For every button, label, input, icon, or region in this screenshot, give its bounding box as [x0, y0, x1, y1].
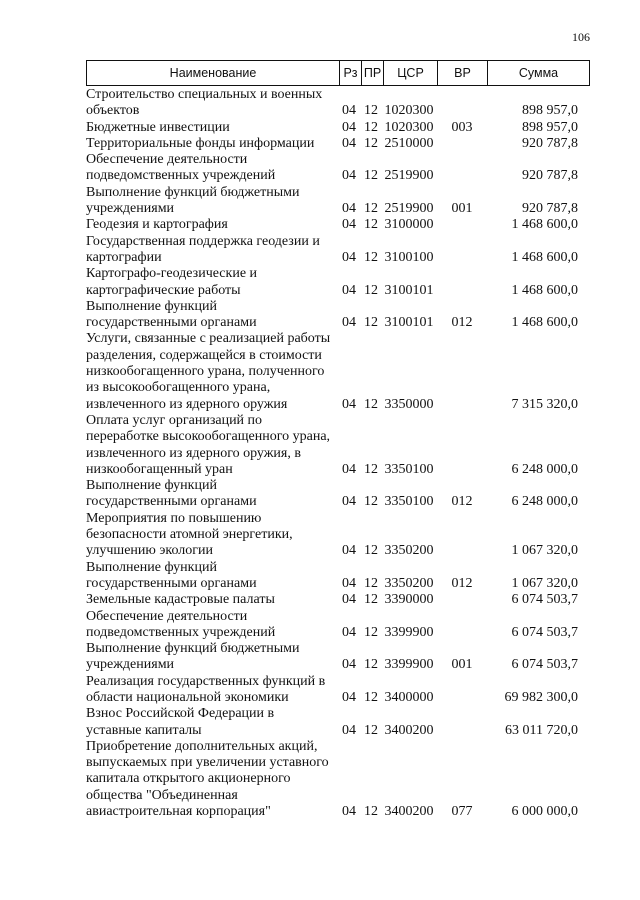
row-sum: 1 468 600,0 [511, 282, 578, 298]
row-pr: 12 [364, 592, 378, 608]
row-name: Оплата услуг организаций по переработке высокообогащенного урана, извлеченного из ядерного оружия, в низкообогащенный уран [86, 412, 331, 477]
row-vr: 012 [451, 575, 473, 591]
row-sum: 1 468 600,0 [511, 249, 578, 265]
row-vr: 001 [451, 201, 473, 217]
table-body [86, 87, 590, 820]
row-pr: 12 [364, 315, 378, 331]
table-row [86, 739, 590, 820]
row-pr: 12 [364, 396, 378, 412]
row-pr: 12 [364, 494, 378, 510]
row-sum: 69 982 300,0 [504, 689, 578, 705]
row-name: Услуги, связанные с реализацией работы разделения, содержащейся в стоимости низкообогащенного урана, полученного из высокообогащенного урана, извлеченного из ядерного оружия [86, 331, 331, 412]
row-rz: 04 [342, 201, 356, 217]
row-pr: 12 [364, 624, 378, 640]
table-row [86, 266, 590, 299]
row-pr: 12 [364, 119, 378, 135]
row-name: Бюджетные инвестиции [86, 119, 230, 135]
row-csr: 2519900 [384, 168, 434, 184]
row-rz: 04 [342, 722, 356, 738]
row-sum: 1 468 600,0 [511, 217, 578, 233]
row-rz: 04 [342, 282, 356, 298]
table-row [86, 641, 590, 674]
row-pr: 12 [364, 575, 378, 591]
row-csr: 3390000 [384, 592, 434, 608]
row-pr: 12 [364, 543, 378, 559]
row-vr: 012 [451, 494, 473, 510]
row-csr: 3350000 [384, 396, 434, 412]
table-row [86, 478, 590, 511]
row-sum: 1 067 320,0 [511, 575, 578, 591]
table-row [86, 87, 590, 120]
row-pr: 12 [364, 135, 378, 151]
row-sum: 6 248 000,0 [511, 461, 578, 477]
table-row [86, 331, 590, 412]
row-rz: 04 [342, 135, 356, 151]
row-name: Территориальные фонды информации [86, 135, 315, 151]
row-csr: 3100101 [384, 315, 434, 331]
table-row [86, 560, 590, 593]
table-row [86, 299, 590, 332]
row-vr: 077 [451, 804, 473, 820]
row-csr: 3350100 [384, 494, 434, 510]
row-name: Картографо-геодезические и картографические работы [86, 266, 258, 298]
row-sum: 7 315 320,0 [511, 396, 578, 412]
header-pr: ПР [361, 61, 383, 85]
row-csr: 3100101 [384, 282, 434, 298]
header-vr: ВР [437, 61, 487, 85]
row-rz: 04 [342, 103, 356, 119]
page-number: 106 [572, 30, 590, 44]
table-row [86, 120, 590, 136]
table-row [86, 609, 590, 642]
table-row [86, 152, 590, 185]
row-rz: 04 [342, 396, 356, 412]
row-csr: 1020300 [384, 103, 434, 119]
header-name: Наименование [169, 66, 257, 80]
row-sum: 1 067 320,0 [511, 543, 578, 559]
row-csr: 2519900 [384, 201, 434, 217]
row-rz: 04 [342, 592, 356, 608]
row-pr: 12 [364, 282, 378, 298]
row-name: Выполнение функций бюджетными учреждениями [86, 641, 300, 673]
row-rz: 04 [342, 217, 356, 233]
row-pr: 12 [364, 461, 378, 477]
row-sum: 920 787,8 [522, 201, 578, 217]
table-row [86, 217, 590, 233]
row-name: Государственная поддержка геодезии и картографии [86, 233, 320, 265]
row-pr: 12 [364, 804, 378, 820]
row-sum: 6 074 503,7 [511, 657, 578, 673]
table-row [86, 413, 590, 478]
row-sum: 920 787,8 [522, 135, 578, 151]
row-vr: 001 [451, 657, 473, 673]
row-csr: 3350200 [384, 543, 434, 559]
row-pr: 12 [364, 103, 378, 119]
row-sum: 63 011 720,0 [505, 722, 578, 738]
table-row [86, 511, 590, 560]
row-name: Мероприятия по повышению безопасности атомной энергетики, улучшению экологии [86, 510, 293, 559]
header-csr: ЦСР [383, 61, 437, 85]
row-pr: 12 [364, 201, 378, 217]
table-row [86, 592, 590, 608]
row-vr: 003 [451, 119, 473, 135]
row-pr: 12 [364, 217, 378, 233]
row-name: Земельные кадастровые палаты [86, 592, 275, 608]
row-csr: 3100100 [384, 249, 434, 265]
row-sum: 6 248 000,0 [511, 494, 578, 510]
row-rz: 04 [342, 657, 356, 673]
row-csr: 1020300 [384, 119, 434, 135]
row-name: Взнос Российской Федерации в уставные капиталы [86, 706, 275, 738]
row-csr: 3100000 [384, 217, 434, 233]
row-rz: 04 [342, 494, 356, 510]
row-pr: 12 [364, 249, 378, 265]
row-csr: 3400200 [384, 722, 434, 738]
row-pr: 12 [364, 689, 378, 705]
row-csr: 3399900 [384, 657, 434, 673]
table-row [86, 136, 590, 152]
row-rz: 04 [342, 689, 356, 705]
table-row [86, 706, 590, 739]
row-sum: 1 468 600,0 [511, 315, 578, 331]
row-csr: 3399900 [384, 624, 434, 640]
row-name: Выполнение функций государственными органами [86, 298, 257, 331]
row-name: Строительство специальных и военных объектов [86, 87, 323, 119]
row-name: Приобретение дополнительных акций, выпускаемых при увеличении уставного капитала открытого акционерного общества "Объединенная авиастроительная корпорация" [86, 738, 329, 820]
row-sum: 6 074 503,7 [511, 592, 578, 608]
row-name: Геодезия и картография [86, 217, 228, 233]
row-rz: 04 [342, 543, 356, 559]
row-rz: 04 [342, 315, 356, 331]
row-rz: 04 [342, 624, 356, 640]
row-name: Обеспечение деятельности подведомственных учреждений [86, 608, 276, 640]
row-rz: 04 [342, 119, 356, 135]
row-csr: 2510000 [384, 135, 434, 151]
row-name: Обеспечение деятельности подведомственных учреждений [86, 152, 276, 184]
row-name: Выполнение функций государственными органами [86, 559, 257, 591]
table-header [86, 60, 590, 86]
row-sum: 898 957,0 [522, 103, 578, 119]
table-row [86, 185, 590, 218]
row-pr: 12 [364, 722, 378, 738]
table-row [86, 234, 590, 267]
row-rz: 04 [342, 804, 356, 820]
header-rz: Рз [339, 61, 361, 85]
row-pr: 12 [364, 657, 378, 673]
row-csr: 3400000 [384, 689, 434, 705]
row-sum: 6 000 000,0 [511, 804, 578, 820]
row-sum: 920 787,8 [522, 168, 578, 184]
row-pr: 12 [364, 168, 378, 184]
row-rz: 04 [342, 168, 356, 184]
row-vr: 012 [451, 315, 473, 331]
row-csr: 3400200 [384, 804, 434, 820]
row-sum: 898 957,0 [522, 119, 578, 135]
row-name: Выполнение функций государственными органами [86, 478, 257, 510]
row-rz: 04 [342, 249, 356, 265]
row-csr: 3350100 [384, 461, 434, 477]
row-csr: 3350200 [384, 575, 434, 591]
header-sum: Сумма [487, 61, 589, 85]
table-row [86, 674, 590, 707]
row-rz: 04 [342, 575, 356, 591]
row-rz: 04 [342, 461, 356, 477]
row-sum: 6 074 503,7 [511, 624, 578, 640]
row-name: Выполнение функций бюджетными учреждениями [86, 184, 300, 217]
row-name: Реализация государственных функций в области национальной экономики [86, 673, 326, 705]
